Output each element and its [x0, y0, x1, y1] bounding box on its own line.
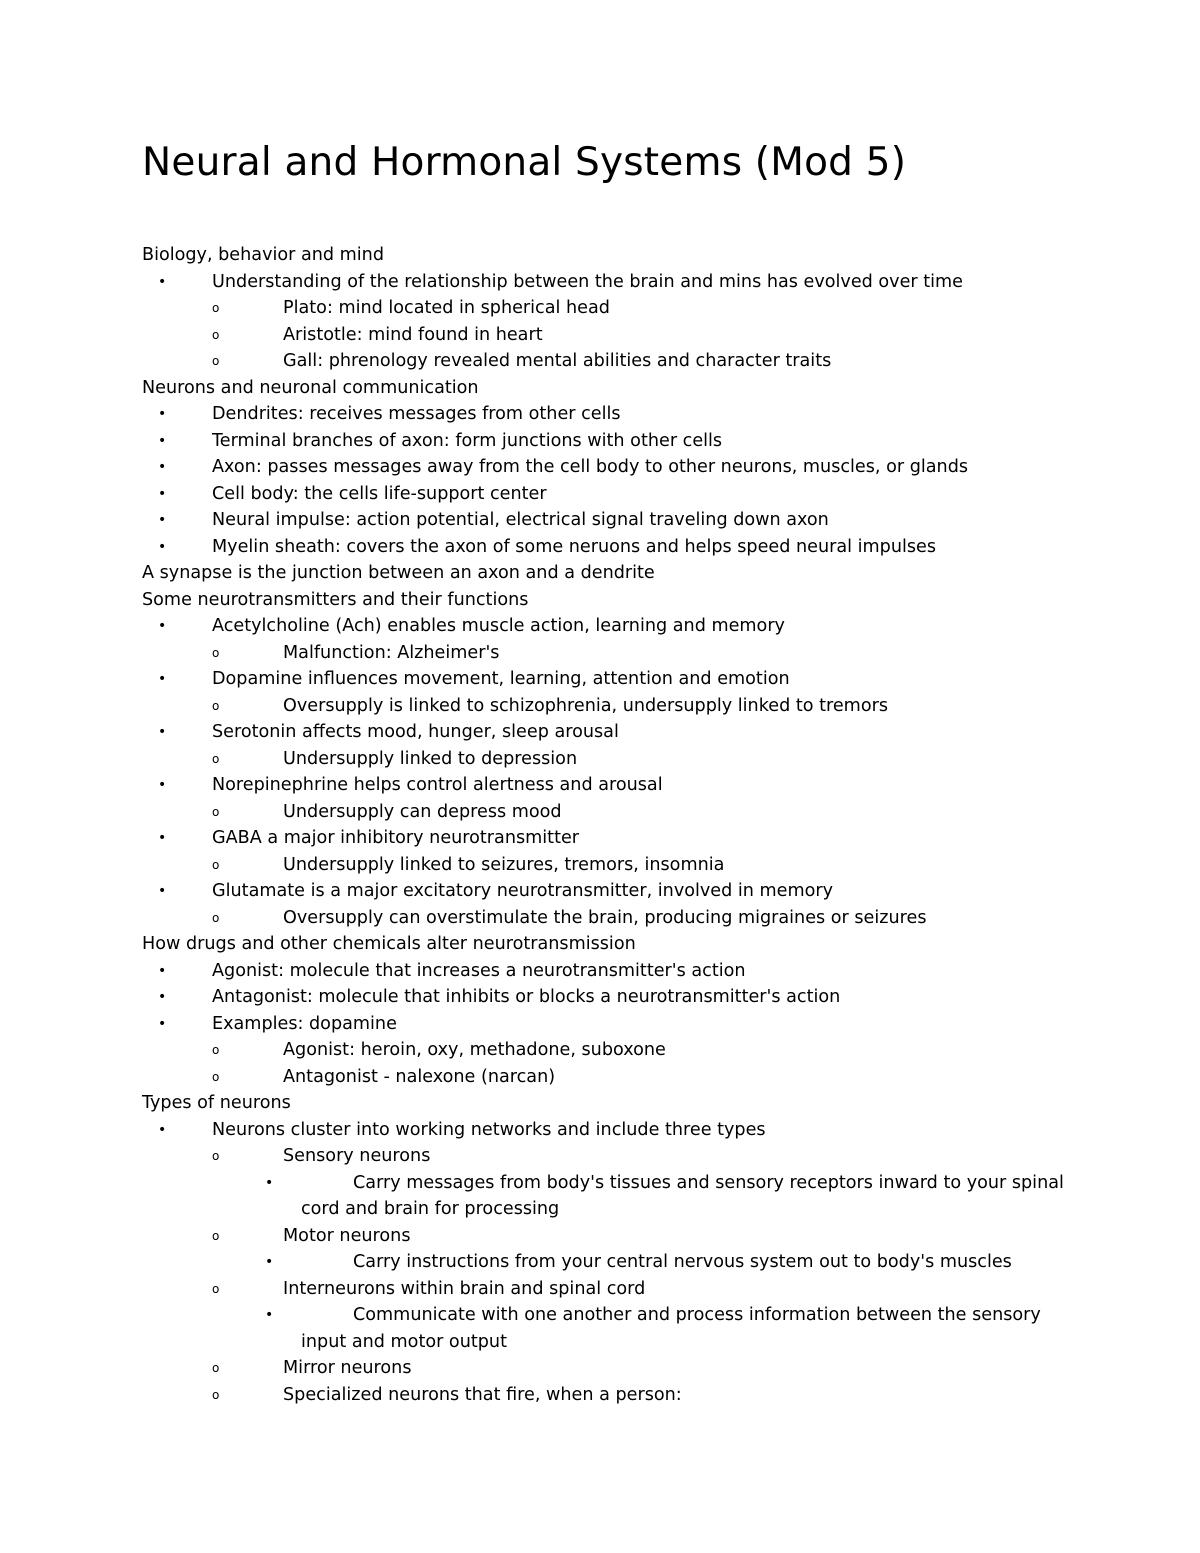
- line-text: Antagonist - nalexone (narcan): [283, 1066, 556, 1087]
- sub-bullet-item: [0, 1276, 1200, 1303]
- line-text: Aristotle: mind found in heart: [283, 324, 543, 345]
- hollow-bullet-icon: o: [212, 1069, 220, 1084]
- hollow-bullet-icon: o: [212, 301, 220, 315]
- line-text: Types of neurons: [142, 1093, 291, 1113]
- sub-bullet-item: [0, 799, 1200, 826]
- bullet-item: [0, 1117, 1200, 1144]
- section-heading: [0, 931, 1200, 958]
- line-text: Undersupply can depress mood: [283, 801, 562, 822]
- bullet-icon: •: [265, 1307, 274, 1323]
- bullet-item: [0, 958, 1200, 985]
- continuation-line: [0, 1329, 1200, 1356]
- document-title: Neural and Hormonal Systems (Mod 5): [142, 140, 907, 185]
- bullet-icon: •: [158, 406, 167, 422]
- bullet-icon: •: [158, 618, 167, 634]
- bullet-item: [0, 613, 1200, 640]
- line-text: Examples: dopamine: [212, 1013, 397, 1034]
- section-heading: [0, 560, 1200, 587]
- bullet-item: [0, 401, 1200, 428]
- section-heading: [0, 375, 1200, 402]
- bullet-item: [0, 454, 1200, 481]
- bullet-item: [0, 984, 1200, 1011]
- line-text: Malfunction: Alzheimer's: [283, 642, 500, 663]
- line-text: Sensory neurons: [283, 1146, 431, 1166]
- bullet-icon: •: [265, 1254, 274, 1270]
- line-text: Communicate with one another and process information between the sensory: [353, 1305, 1041, 1325]
- bullet-item: [0, 507, 1200, 534]
- sub-sub-bullet-item: [0, 1302, 1200, 1329]
- bullet-item: [0, 534, 1200, 561]
- bullet-icon: •: [265, 1174, 274, 1191]
- hollow-bullet-icon: o: [212, 1149, 220, 1163]
- line-text: Agonist: heroin, oxy, methadone, suboxone: [283, 1040, 666, 1060]
- hollow-bullet-icon: o: [212, 1281, 220, 1296]
- bullet-item: [0, 1011, 1200, 1038]
- bullet-icon: •: [158, 485, 167, 502]
- sub-bullet-item: [0, 348, 1200, 375]
- bullet-icon: •: [158, 777, 167, 793]
- line-text: Undersupply linked to depression: [283, 748, 578, 769]
- sub-bullet-item: [0, 1223, 1200, 1250]
- sub-bullet-item: [0, 1143, 1200, 1170]
- bullet-icon: •: [158, 830, 167, 846]
- line-text: Cell body: the cells life-support center: [212, 483, 547, 504]
- bullet-item: [0, 481, 1200, 508]
- hollow-bullet-icon: o: [212, 1387, 220, 1402]
- bullet-item: [0, 269, 1200, 296]
- sub-bullet-item: [0, 905, 1200, 932]
- bullet-item: [0, 878, 1200, 905]
- bullet-item: [0, 428, 1200, 455]
- line-text: Carry messages from body's tissues and sensory receptors inward to your spinal: [353, 1172, 1064, 1193]
- line-text: Myelin sheath: covers the axon of some neruons and helps speed neural impulses: [212, 536, 937, 557]
- line-text: cord and brain for processing: [301, 1199, 560, 1219]
- bullet-icon: •: [158, 432, 167, 449]
- sub-bullet-item: [0, 1064, 1200, 1091]
- bullet-icon: •: [158, 883, 167, 899]
- bullet-item: [0, 666, 1200, 693]
- hollow-bullet-icon: o: [212, 910, 220, 925]
- line-text: Serotonin affects mood, hunger, sleep arousal: [212, 722, 619, 742]
- bullet-icon: •: [158, 273, 167, 290]
- bullet-icon: •: [158, 538, 167, 555]
- line-text: Carry instructions from your central nervous system out to body's muscles: [353, 1252, 1012, 1272]
- line-text: Motor neurons: [283, 1225, 411, 1246]
- bullet-icon: •: [158, 724, 167, 740]
- line-text: Neurons and neuronal communication: [142, 377, 479, 398]
- line-text: Neural impulse: action potential, electrical signal traveling down axon: [212, 510, 829, 530]
- line-text: GABA a major inhibitory neurotransmitter: [212, 828, 580, 848]
- line-text: Mirror neurons: [283, 1358, 412, 1378]
- sub-bullet-item: [0, 322, 1200, 349]
- line-text: Neurons cluster into working networks and include three types: [212, 1119, 766, 1140]
- continuation-line: [0, 1196, 1200, 1223]
- hollow-bullet-icon: o: [212, 804, 220, 819]
- line-text: Specialized neurons that fire, when a person:: [283, 1384, 682, 1405]
- hollow-bullet-icon: o: [212, 1043, 220, 1057]
- sub-bullet-item: [0, 1355, 1200, 1382]
- line-text: Axon: passes messages away from the cell body to other neurons, muscles, or glands: [212, 457, 969, 477]
- line-text: Terminal branches of axon: form junctions with other cells: [212, 430, 723, 451]
- sub-sub-bullet-item: [0, 1249, 1200, 1276]
- line-text: input and motor output: [301, 1331, 507, 1352]
- hollow-bullet-icon: o: [212, 698, 220, 713]
- bullet-item: [0, 719, 1200, 746]
- sub-bullet-item: [0, 693, 1200, 720]
- hollow-bullet-icon: o: [212, 1361, 220, 1375]
- line-text: Dopamine influences movement, learning, attention and emotion: [212, 669, 790, 689]
- bullet-icon: •: [158, 989, 167, 1005]
- sub-bullet-item: [0, 1382, 1200, 1409]
- line-text: Glutamate is a major excitatory neurotransmitter, involved in memory: [212, 881, 834, 901]
- sub-bullet-item: [0, 295, 1200, 322]
- bullet-icon: •: [158, 671, 167, 687]
- document-body: [0, 242, 1200, 1408]
- sub-bullet-item: [0, 640, 1200, 667]
- bullet-icon: •: [158, 1015, 167, 1032]
- hollow-bullet-icon: o: [212, 857, 220, 872]
- line-text: Dendrites: receives messages from other cells: [212, 404, 621, 424]
- hollow-bullet-icon: o: [212, 751, 220, 766]
- line-text: Acetylcholine (Ach) enables muscle action, learning and memory: [212, 616, 785, 636]
- bullet-icon: •: [158, 1121, 167, 1138]
- line-text: Interneurons within brain and spinal cord: [283, 1278, 646, 1299]
- sub-bullet-item: [0, 1037, 1200, 1064]
- line-text: How drugs and other chemicals alter neurotransmission: [142, 934, 636, 954]
- line-text: Agonist: molecule that increases a neurotransmitter's action: [212, 960, 746, 981]
- line-text: A synapse is the junction between an axon and a dendrite: [142, 563, 655, 583]
- section-heading: [0, 587, 1200, 614]
- hollow-bullet-icon: o: [212, 1228, 220, 1243]
- line-text: Plato: mind located in spherical head: [283, 298, 610, 318]
- sub-bullet-item: [0, 746, 1200, 773]
- bullet-icon: •: [158, 962, 167, 979]
- line-text: Antagonist: molecule that inhibits or blocks a neurotransmitter's action: [212, 987, 841, 1007]
- bullet-icon: •: [158, 459, 167, 475]
- section-heading: [0, 242, 1200, 269]
- section-heading: [0, 1090, 1200, 1117]
- line-text: Gall: phrenology revealed mental abilities and character traits: [283, 351, 832, 371]
- line-text: Some neurotransmitters and their functions: [142, 589, 529, 610]
- bullet-icon: •: [158, 512, 167, 528]
- line-text: Oversupply is linked to schizophrenia, undersupply linked to tremors: [283, 695, 888, 716]
- hollow-bullet-icon: o: [212, 645, 220, 660]
- line-text: Undersupply linked to seizures, tremors, insomnia: [283, 854, 725, 875]
- line-text: Biology, behavior and mind: [142, 245, 384, 265]
- sub-sub-bullet-item: [0, 1170, 1200, 1197]
- hollow-bullet-icon: o: [212, 354, 220, 368]
- bullet-item: [0, 772, 1200, 799]
- line-text: Oversupply can overstimulate the brain, producing migraines or seizures: [283, 907, 927, 928]
- sub-bullet-item: [0, 852, 1200, 879]
- bullet-item: [0, 825, 1200, 852]
- line-text: Understanding of the relationship between the brain and mins has evolved over time: [212, 271, 963, 292]
- hollow-bullet-icon: o: [212, 327, 220, 342]
- line-text: Norepinephrine helps control alertness and arousal: [212, 775, 663, 795]
